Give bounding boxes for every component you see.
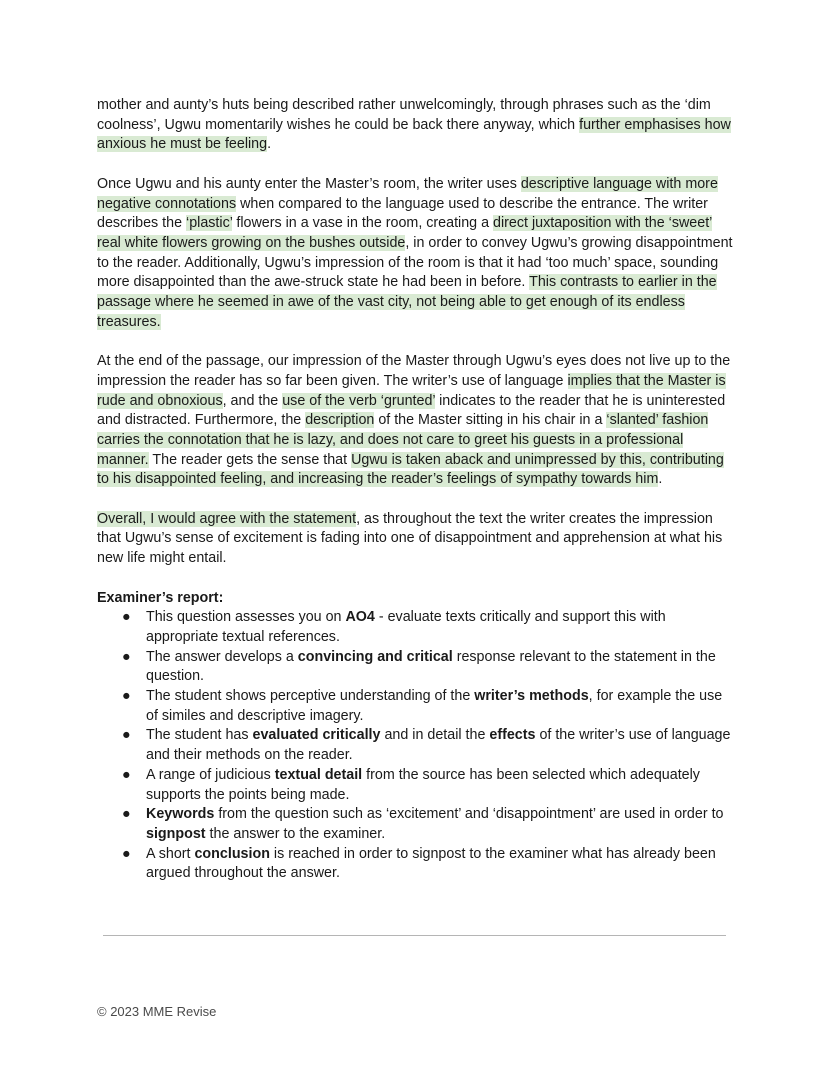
bullet-icon: ●	[122, 688, 131, 705]
highlighted-text: use of the verb ‘grunted’	[282, 392, 436, 409]
text-run: mother and aunty’s huts being described rather unwelcomingly, through phrases such as the ‘dim coolness’, Ugwu momentarily wishes he could be back there anyway, which	[97, 97, 711, 133]
list-item	[97, 687, 737, 726]
copyright-footer: © 2023 MME Revise	[97, 1004, 217, 1019]
bullet-icon: ●	[122, 806, 131, 823]
highlighted-text: further emphasises how anxious he must be feeling	[97, 116, 731, 153]
highlighted-text: description	[305, 412, 375, 429]
text-run: the answer to the examiner.	[205, 825, 386, 842]
examiner-report-list	[97, 608, 737, 884]
text-run: .	[658, 471, 663, 488]
text-run: .	[267, 136, 272, 153]
text-run: , as throughout the text the writer creates the impression that Ugwu’s sense of excitement is fading into one of disappointment and apprehension at what his new life might entail.	[97, 510, 723, 567]
highlighted-text: This contrasts to earlier in the passage where he seemed in awe of the vast city, not being able to get enough of its endless treasures.	[97, 274, 717, 330]
text-run: Once Ugwu and his aunty enter the Master’s room, the writer uses	[97, 175, 521, 192]
text-run: flowers in a vase in the room, creating a	[232, 215, 494, 232]
text-run: The answer develops a	[146, 648, 298, 665]
bold-text: signpost	[146, 825, 206, 842]
highlighted-text: descriptive language with more negative connotations	[97, 175, 718, 212]
text-run: A range of judicious	[146, 766, 275, 783]
list-item	[97, 726, 737, 765]
paragraph	[97, 352, 737, 490]
text-run: , for example the use of similes and descriptive imagery.	[146, 688, 723, 724]
bold-text: evaluated critically	[252, 727, 381, 744]
text-run: when compared to the language used to describe the entrance. The writer describes the	[97, 195, 708, 232]
list-item	[97, 805, 737, 844]
highlighted-text: ‘slanted’ fashion carries the connotation that he is lazy, and does not care to greet his guests in a professional manner.	[97, 412, 709, 468]
examiner-report-heading: Examiner’s report:	[97, 589, 224, 606]
text-run: is reached in order to signpost to the examiner what has already been argued throughout the answer.	[146, 845, 716, 882]
highlighted-text: ‘plastic’	[186, 215, 233, 232]
text-run: from the source has been selected which adequately supports the points being made.	[146, 766, 700, 803]
bold-text: conclusion	[194, 845, 270, 862]
bullet-icon: ●	[122, 648, 131, 665]
text-run: from the question such as ‘excitement’ and ‘disappointment’ are used in order to	[214, 806, 724, 823]
bullet-icon: ●	[122, 727, 131, 744]
highlighted-text: Ugwu is taken aback and unimpressed by this, contributing to his disappointed feeling, and increasing the reader’s feelings of sympathy towards him	[97, 451, 724, 488]
text-run: The reader gets the sense that	[148, 451, 352, 468]
bold-text: writer’s methods	[474, 688, 589, 705]
paragraph	[97, 175, 737, 333]
highlighted-text: Overall, I would agree with the statement	[97, 510, 357, 527]
paragraph	[97, 96, 737, 155]
text-run: of the Master sitting in his chair in a	[374, 412, 607, 429]
list-item	[97, 608, 737, 647]
text-run: indicates to the reader that he is uninterested and distracted. Furthermore, the	[97, 392, 726, 429]
text-run: and in detail the	[380, 727, 490, 744]
bold-text: AO4	[345, 609, 375, 626]
highlighted-text: implies that the Master is rude and obnoxious	[97, 372, 726, 409]
bullet-icon: ●	[122, 845, 131, 862]
text-run: , in order to convey Ugwu’s growing disappointment to the reader. Additionally, Ugwu’s impression of the room is that it had ‘too much’ space, sounding more disappointed than the awe-struck state he had been in before.	[97, 234, 733, 291]
paragraph	[97, 510, 737, 569]
text-run: response relevant to the statement in the question.	[146, 648, 716, 685]
text-run: The student has	[146, 727, 253, 744]
essay-paragraphs	[97, 96, 737, 569]
text-run: The student shows perceptive understanding of the	[146, 688, 475, 705]
bold-text: Keywords	[146, 806, 215, 823]
document-body	[97, 96, 737, 884]
list-item	[97, 845, 737, 884]
text-run: - evaluate texts critically and support this with appropriate textual references.	[146, 609, 666, 645]
bold-text: effects	[489, 727, 536, 744]
list-item	[97, 766, 737, 805]
bullet-icon: ●	[122, 766, 131, 783]
text-run: , and the	[222, 392, 283, 409]
bold-text: convincing and critical	[297, 648, 453, 665]
list-item	[97, 648, 737, 687]
text-run: of the writer’s use of language and their methods on the reader.	[146, 727, 731, 764]
text-run: A short	[146, 845, 195, 862]
bullet-icon: ●	[122, 609, 131, 626]
text-run: At the end of the passage, our impression of the Master through Ugwu’s eyes does not live up to the impression the reader has so far been given. The writer’s use of language	[97, 353, 731, 389]
footer-divider	[103, 935, 726, 936]
text-run: This question assesses you on	[146, 609, 346, 626]
highlighted-text: direct juxtaposition with the ‘sweet’ real white flowers growing on the bushes outside	[97, 215, 713, 251]
bold-text: textual detail	[274, 766, 363, 783]
